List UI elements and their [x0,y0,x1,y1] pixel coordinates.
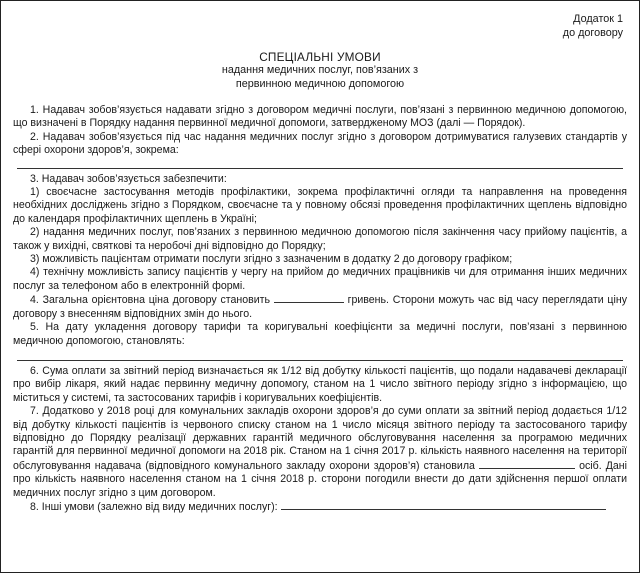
clause-2: 2. Надавач зобов’язується під час надання медичних послуг згідно з договором дотримуватися галузевих стандартів у сфері охорони здоров’я, зокрема: [13,130,627,157]
annex-line-2: до договору [562,26,623,39]
clause-7-text-start: 7. Додатково у 2018 році для комунальних закладів охорони здоров’я до суми оплати за звітний період додається 1/12 від добутку кількості пацієнтів із червоного списку станом на 1 число місяця звітного періоду та застосованого тарифу відповідно до Порядку реалізації державних гарантій медичного обслуговування населення за програмою медичних гарантій для первинної медичної допомоги на 2018 рік. Станом на 1 січня 2017 р. кількість наявного населення на території обслуговування надавача (відповідного комунального закладу охорони здоров’я) становила [13,405,627,472]
clause-3-item-3: 3) можливість пацієнтам отримати послуги згідно з зазначеним в додатку 2 до договору графіком; [30,253,513,266]
clause-8-text: 8. Інші умови (залежно від виду медичних послуг): [30,500,278,513]
clause-5-fill-line[interactable] [17,350,623,361]
subtitle-line-2: первинною медичною допомогою [235,77,405,90]
clause-7 [13,405,627,500]
clause-3: 3. Надавач зобов’язується забезпечити: [30,172,227,185]
clause-1: 1. Надавач зобов’язується надавати згідно з договором медичні послуги, пов’язані з первинною медичною допомогою, що визначені в Порядку надання первинної медичної допомоги, затвердженому МОЗ (далі — Порядок). [13,104,627,130]
clause-5: 5. На дату укладення договору тарифи та коригувальні коефіцієнти за медичні послуги, пов’язані з первинною медичною допомогою, становлять: [13,321,627,347]
document-title: СПЕЦІАЛЬНІ УМОВИ [259,50,381,65]
subtitle-line-1: надання медичних послуг, пов’язаних з [221,64,419,77]
annex-line-1: Додаток 1 [573,13,623,25]
document-body [13,104,627,514]
clause-7-text-end: осіб. Дані про кількість наявного населення станом на 1 січня 2018 р. сторони погодили внести до дати здійснення першої оплати медичних послуг згідно з цим договором. [13,459,627,499]
other-terms-fill-blank[interactable] [281,500,606,510]
clause-3-item-2: 2) надання медичних послуг, пов’язаних з первинною медичною допомогою після закінчення часу прийому пацієнтів, а також у вихідні, святкові та неробочі дні відповідно до Порядку; [13,226,627,252]
clause-4-text-end: гривень. Сторони можуть час від часу переглядати ціну договору з внесенням відповідних змін до нього. [13,294,627,320]
clause-6: 6. Сума оплати за звітний період визначається як 1/12 від добутку кількості пацієнтів, що подали надавачеві декларації про вибір лікаря, який надає первинну медичну допомогу, станом на 1 число звітного періоду згідно з інформацією, що міститься у системі, та застосованих тарифів і коригувальних коефіцієнтів. [13,364,627,404]
population-fill-blank[interactable] [479,459,575,469]
price-fill-blank[interactable] [274,293,344,303]
clause-2-fill-line[interactable] [17,158,623,169]
clause-8 [13,500,627,514]
clause-4 [13,293,627,321]
clause-4-text-start: 4. Загальна орієнтовна ціна договору становить [30,294,271,307]
annex-reference [13,13,623,40]
clause-3-item-1: 1) своєчасне застосування методів профілактики, зокрема профілактичні огляди та направлення на проведення необхідних досліджень згідно з Порядком, своєчасне та у повному обсязі проведення профілактичних щеплень відповідно до календаря профілактичних щеплень в Україні; [13,186,627,225]
document-subtitle [13,64,627,91]
clause-3-item-4: 4) технічну можливість запису пацієнтів у чергу на прийом до медичних працівників чи для отримання інших медичних послуг за телефоном або в електронній формі. [13,266,627,292]
